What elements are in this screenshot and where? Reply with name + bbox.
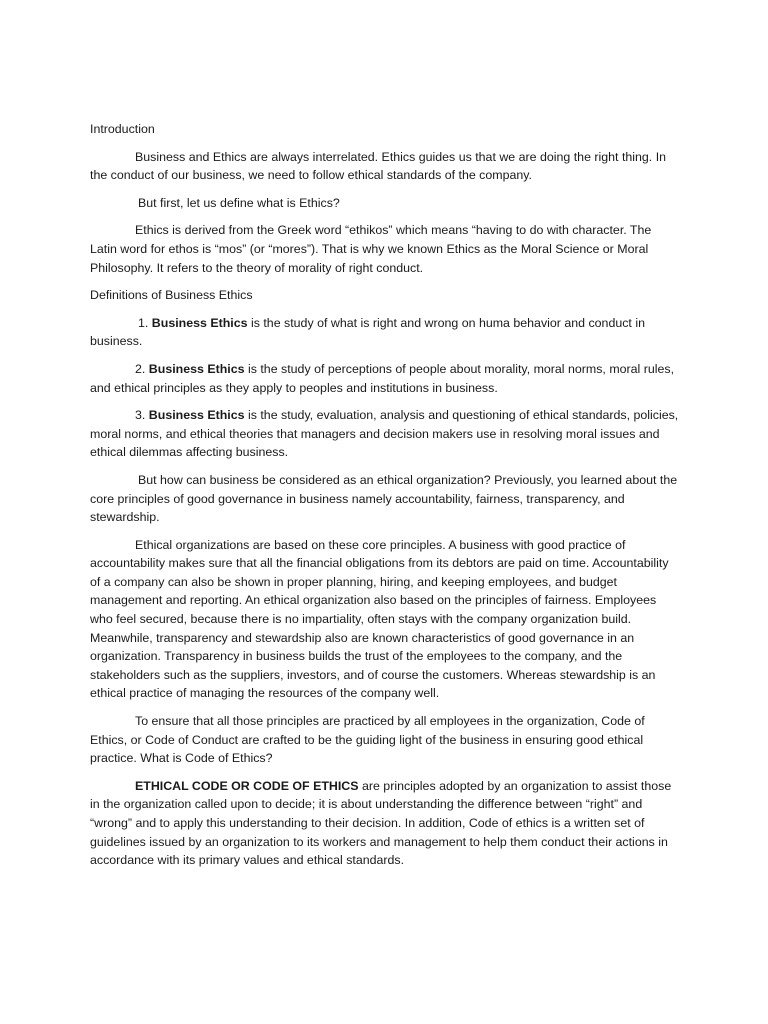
- paragraph-intro: Business and Ethics are always interrelated. Ethics guides us that we are doing the right thing. In the conduct of our business, we need to follow ethical standards of the company.: [90, 149, 667, 183]
- definition-text: is the study of what is right and wrong on huma behavior and conduct in business.: [90, 315, 645, 349]
- paragraph-ethics-origin: Ethics is derived from the Greek word “ethikos” which means “having to do with character. The Latin word for ethos is “mos” (or “mores”). That is why we known Ethics as the Moral Science or Moral Philosophy. It refers to the theory of morality of right conduct.: [90, 223, 652, 275]
- definition-text: is the study of perceptions of people about morality, moral norms, moral rules, and ethical principles as they apply to peoples and institutions in business.: [90, 361, 675, 395]
- definition-number: 3.: [135, 408, 146, 423]
- definition-term: Business Ethics: [148, 408, 245, 423]
- definition-term: Business Ethics: [151, 315, 248, 330]
- definition-number: 2.: [135, 361, 146, 376]
- definitions-heading: Definitions of Business Ethics: [90, 288, 253, 303]
- code-of-ethics-text: are principles adopted by an organization to assist those in the organization called upon to decide; it is about understanding the difference between “right” and “wrong” and to apply this understanding to their decision. In addition, Code of ethics is a written set of guidelines issued by an organization to its workers and management to help them conduct their actions in accordance with its primary values and ethical standards.: [90, 778, 672, 868]
- definition-1: [90, 314, 680, 351]
- paragraph-code-of-ethics-definition: [90, 777, 680, 870]
- paragraph-core-principles: Ethical organizations are based on these core principles. A business with good practice of accountability makes sure that all the financial obligations from its debtors are paid on time. Accountability of a company can also be shown in proper planning, hiring, and keeping employees, and budget management and reporting. An ethical organization also based on the principles of fairness. Employees who feel secured, because there is no impartiality, often stays with the company organization build. Meanwhile, transparency and stewardship also are known characteristics of good governance in an organization. Transparency in business builds the trust of the employees to the company, and the stakeholders such as the suppliers, investors, and of course the customers. Whereas stewardship is an ethical practice of managing the resources of the company well.: [90, 537, 669, 701]
- paragraph-define-ethics: But first, let us define what is Ethics?: [138, 195, 340, 210]
- code-of-ethics-term: ETHICAL CODE OR CODE OF ETHICS: [135, 778, 359, 793]
- definition-number: 1.: [138, 315, 149, 330]
- definition-text: is the study, evaluation, analysis and questioning of ethical standards, policies, moral norms, and ethical theories that managers and decision makers use in resolving moral issues and ethical dilemmas affecting business.: [90, 408, 679, 460]
- definition-2: [90, 360, 680, 397]
- definition-3: [90, 406, 680, 462]
- definition-term: Business Ethics: [148, 361, 245, 376]
- document-page: [90, 120, 680, 879]
- paragraph-ethical-organization-question: But how can business be considered as an ethical organization? Previously, you learned about the core principles of good governance in business namely accountability, fairness, transparency, and stewardship.: [90, 472, 678, 525]
- paragraph-code-of-ethics-intro: To ensure that all those principles are practiced by all employees in the organization, Code of Ethics, or Code of Conduct are crafted to be the guiding light of the business in ensuring good ethical practice. What is Code of Ethics?: [90, 714, 645, 766]
- intro-heading: Introduction: [90, 122, 155, 136]
